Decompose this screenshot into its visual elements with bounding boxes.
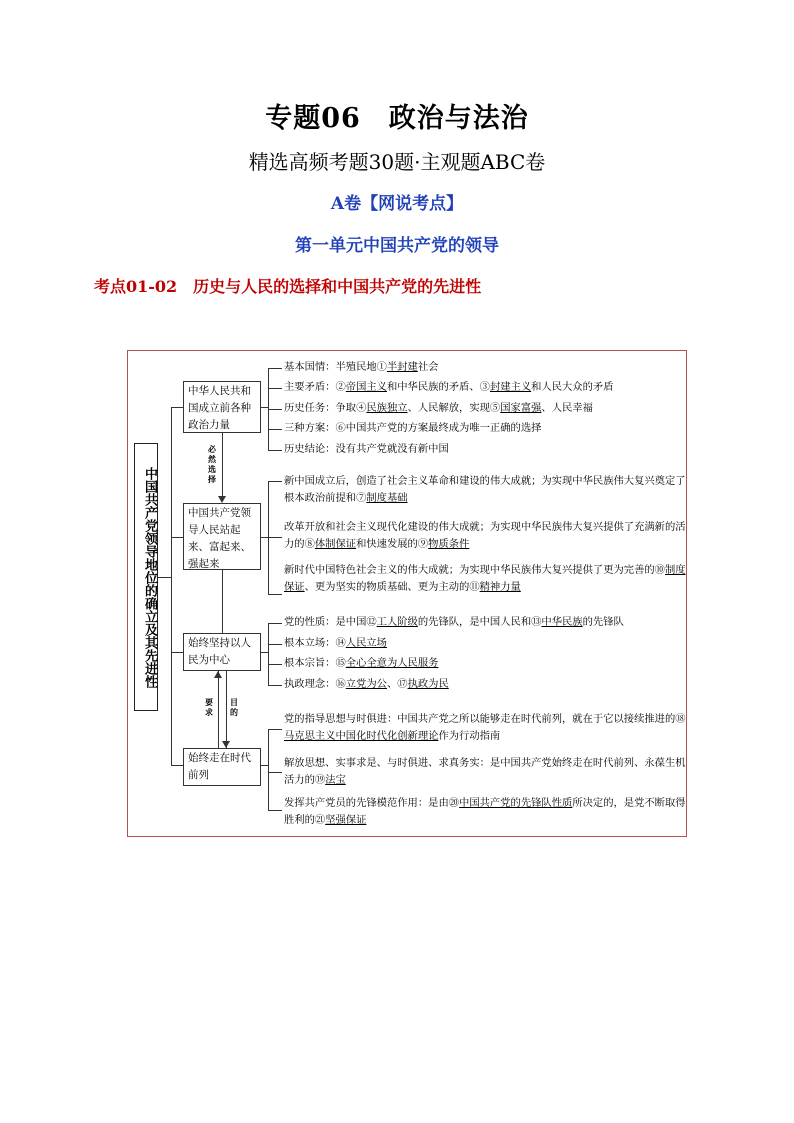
g3-tick-2: [268, 644, 282, 645]
root-bracket: [171, 407, 172, 765]
g3-tick-3: [268, 664, 282, 665]
g4-tick-3: [268, 810, 282, 811]
root-branch-3: [171, 652, 183, 653]
root-branch-2: [171, 537, 183, 538]
mind-map-root: 中国共产党领导地位的确立及其先进性: [134, 443, 158, 711]
group3-bracket: [268, 623, 269, 685]
g2-item-3: 新时代中国特色社会主义的伟大成就；为实现中华民族伟大复兴提供了更为完善的⑩制度保证、更为坚实的物质基础、更为主动的⑪精神力量: [284, 564, 686, 593]
choice-arrow-head: [218, 496, 226, 503]
purpose-label: 目的: [230, 697, 238, 717]
page-title: 专题06 政治与法治: [265, 103, 529, 134]
g4-item-1: 党的指导思想与时俱进：中国共产党之所以能够走在时代前列，就在于它以接续推进的⑱马克思主义中国化时代化创新理论作为行动指南: [284, 713, 686, 742]
g4-tick-2: [268, 772, 282, 773]
root-connector: [158, 577, 172, 578]
g1-tick-5: [268, 450, 282, 451]
root-branch-4: [171, 765, 183, 766]
g3-item-2: 根本立场：⑭人民立场: [284, 637, 387, 649]
purpose-arrow-head: [222, 741, 230, 748]
g1-item-1: 基本国情：半殖民地①半封建社会: [284, 361, 439, 373]
g2-tick-1: [268, 481, 282, 482]
g2-tick-2: [268, 537, 282, 538]
requirement-line: [218, 671, 219, 748]
g1-item-5: 历史结论：没有共产党就没有新中国: [284, 443, 449, 455]
g4-item-3: 发挥共产党员的先锋模范作用：是由⑳中国共产党的先锋队性质所决定的，是党不断取得胜利的㉑坚强保证: [284, 797, 686, 826]
g3-item-1: 党的性质：是中国⑫工人阶级的先锋队，是中国人民和⑬中华民族的先锋队: [284, 616, 624, 628]
volume-heading: A卷【网说考点】: [330, 194, 464, 214]
node-party-leadership: 中国共产党领导人民站起来、富起来、强起来: [183, 503, 261, 570]
choice-arrow-line: [222, 433, 223, 497]
node-people-centered: 始终坚持以人民为中心: [183, 633, 261, 671]
g3-item-3: 根本宗旨：⑮全心全意为人民服务: [284, 657, 439, 669]
root-branch-1: [171, 407, 183, 408]
g1-tick-2: [268, 388, 282, 389]
group4-bracket: [268, 729, 269, 810]
link-2-3: [222, 570, 223, 633]
page-subtitle: 精选高频考题30题·主观题ABC卷: [248, 150, 546, 174]
g4-item-2: 解放思想、实事求是、与时俱进、求真务实：是中国共产党始终走在时代前列、永葆生机活力的⑲法宝: [284, 757, 686, 786]
node-times-forefront: 始终走在时代前列: [183, 748, 261, 786]
g3-item-4: 执政理念：⑯立党为公、⑰执政为民: [284, 678, 449, 690]
g1-tick-1: [268, 368, 282, 369]
g1-item-3: 历史任务：争取④民族独立、人民解放，实现⑤国家富强、人民幸福: [284, 402, 593, 414]
g1-item-2: 主要矛盾：②帝国主义和中华民族的矛盾、③封建主义和人民大众的矛盾: [284, 381, 614, 393]
necessary-choice-label: 必然选择: [208, 444, 216, 484]
g2-item-2: 改革开放和社会主义现代化建设的伟大成就；为实现中华民族伟大复兴提供了充满新的活力的⑧体制保证和快速发展的⑨物质条件: [284, 521, 686, 550]
g1-tick-3: [268, 409, 282, 410]
topic-heading: 考点01-02 历史与人民的选择和中国共产党的先进性: [94, 277, 482, 296]
requirement-arrow-head: [214, 671, 222, 678]
purpose-line: [226, 671, 227, 748]
g2-item-1: 新中国成立后，创造了社会主义革命和建设的伟大成就；为实现中华民族伟大复兴奠定了根本政治前提和⑦制度基础: [284, 475, 686, 504]
requirement-label: 要求: [205, 697, 213, 717]
g1-tick-4: [268, 429, 282, 430]
unit-heading: 第一单元中国共产党的领导: [295, 236, 499, 256]
g1-item-4: 三种方案：⑥中国共产党的方案最终成为唯一正确的选择: [284, 422, 542, 434]
g3-tick-4: [268, 685, 282, 686]
node-political-forces: 中华人民共和国成立前各种政治力量: [183, 381, 261, 433]
g3-tick-1: [268, 623, 282, 624]
g4-tick-1: [268, 729, 282, 730]
g2-tick-3: [268, 594, 282, 595]
